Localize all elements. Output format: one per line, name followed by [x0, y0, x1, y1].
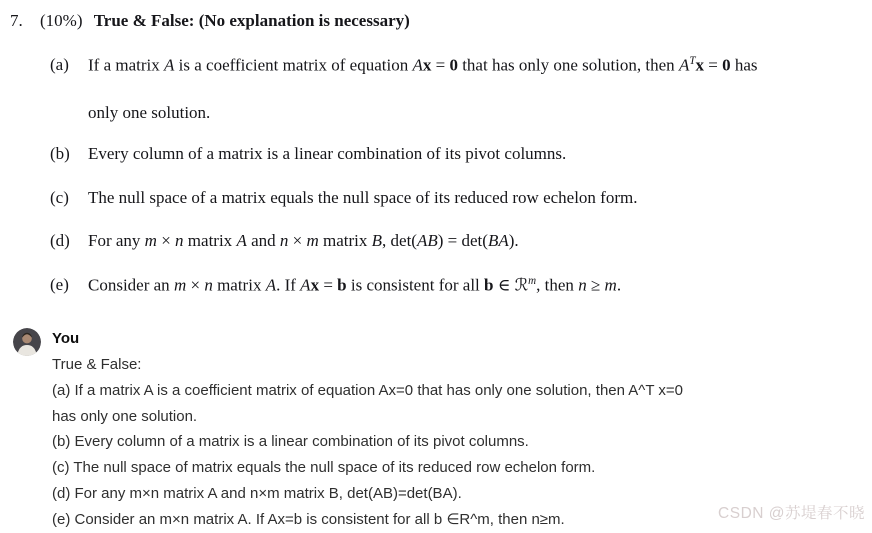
item-text: Consider an m × n matrix A. If Ax = b is consistent for all b ∈ ℛ$^m$, then n ≥ m.	[88, 275, 622, 296]
item-text: For any m × n matrix A and n × m matrix B, det(AB) = det(BA).	[88, 231, 519, 250]
user-avatar	[13, 328, 41, 356]
csdn-watermark: CSDN @苏堤春不晓	[718, 505, 865, 522]
item-label: (a)	[50, 55, 69, 74]
item-label: (e)	[50, 275, 69, 294]
item-label: (c)	[50, 188, 69, 207]
question-number: 7.	[10, 11, 23, 30]
chat-message-line: (b) Every column of a matrix is a linear combination of its pivot columns.	[52, 433, 529, 451]
question-title: True & False: (No explanation is necessary)	[93, 11, 410, 30]
question-points: (10%)	[40, 11, 83, 30]
chat-author-name: You	[52, 330, 80, 347]
item-text: The null space of a matrix equals the null space of its reduced row echelon form.	[88, 188, 638, 207]
item-label: (b)	[50, 144, 70, 163]
item-label: (d)	[50, 231, 70, 250]
chat-message-line: (c) The null space of matrix equals the null space of its reduced row echelon form.	[52, 459, 596, 477]
item-text: Every column of a matrix is a linear combination of its pivot columns.	[88, 144, 567, 163]
chat-message-line: (e) Consider an m×n matrix A. If Ax=b is consistent for all b ∈R^m, then n≥m.	[52, 510, 565, 528]
chat-message-line: (a) If a matrix A is a coefficient matrix of equation Ax=0 that has only one solution, then A^T x=0	[52, 381, 684, 399]
chat-message-line: has only one solution.	[52, 407, 198, 425]
chat-message-line: (d) For any m×n matrix A and n×m matrix B, det(AB)=det(BA).	[52, 484, 462, 502]
item-text: If a matrix A is a coefficient matrix of equation Ax = 0 that has only one solution, then $A^Tx = 0$ has	[88, 55, 758, 75]
chat-message-line: True & False:	[52, 356, 142, 373]
item-text: only one solution.	[88, 103, 211, 122]
person-icon	[13, 328, 41, 356]
